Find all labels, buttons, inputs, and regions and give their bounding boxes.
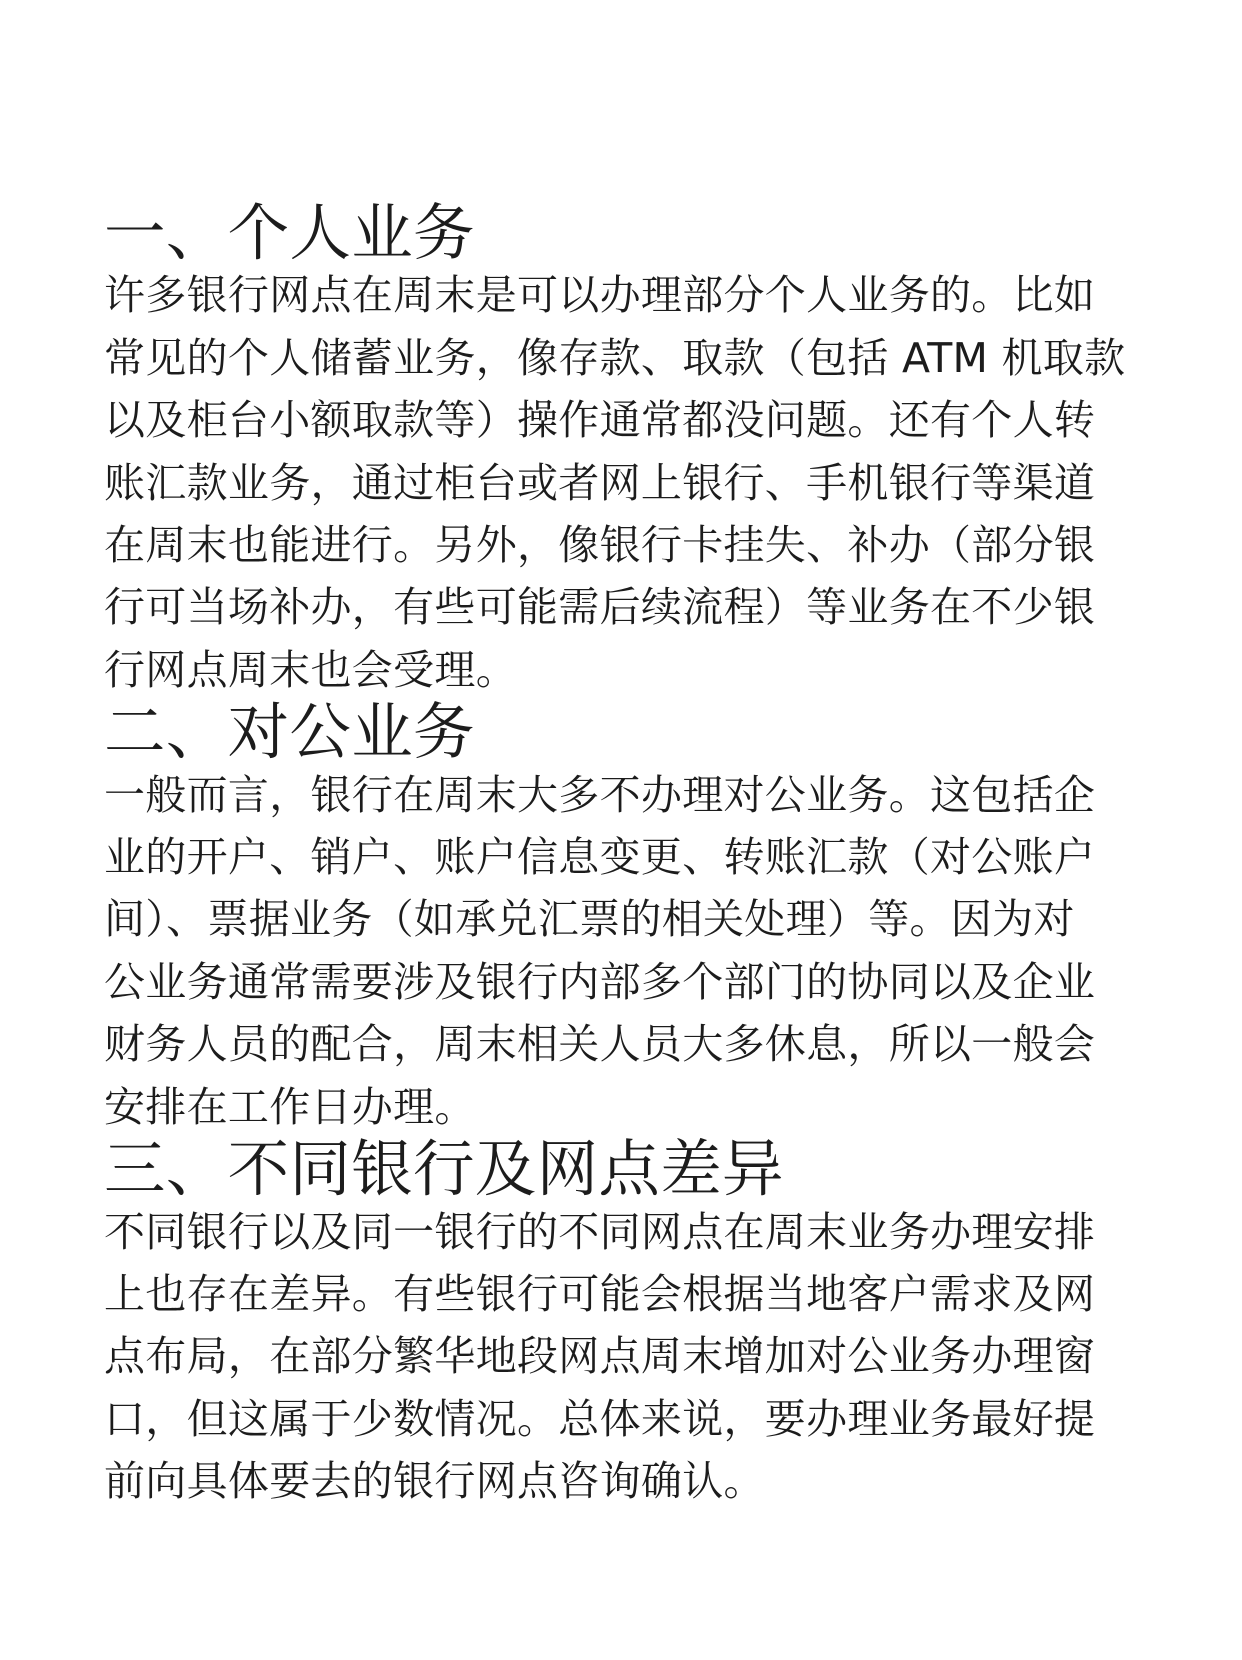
paragraph-line: 财务人员的配合，周末相关人员大多休息，所以一般会 — [104, 1020, 1096, 1069]
section-heading-personal: 一、个人业务 — [104, 197, 475, 269]
document-body — [104, 197, 1138, 1513]
paragraph-line: 间）、票据业务（如承兑汇票的相关处理）等。因为对 — [104, 895, 1075, 944]
section-paragraph-differences — [104, 1201, 1138, 1513]
section-paragraph-personal — [104, 264, 1138, 701]
paragraph-line: 账汇款业务，通过柜台或者网上银行、手机银行等渠道 — [104, 458, 1096, 507]
paragraph-line: 业的开户、销户、账户信息变更、转账汇款（对公账户 — [104, 833, 1096, 882]
paragraph-line: 一般而言，银行在周末大多不办理对公业务。这包括企 — [104, 770, 1096, 819]
paragraph-line: 点布局，在部分繁华地段网点周末增加对公业务办理窗 — [104, 1332, 1096, 1381]
paragraph-line: 在周末也能进行。另外，像银行卡挂失、补办（部分银 — [104, 521, 1096, 570]
paragraph-line: 安排在工作日办理。 — [104, 1082, 476, 1131]
paragraph-line: 常见的个人储蓄业务，像存款、取款（包括 ATM 机取款 — [104, 333, 1126, 382]
paragraph-line: 前向具体要去的银行网点咨询确认。 — [104, 1457, 765, 1506]
paragraph-line: 上也存在差异。有些银行可能会根据当地客户需求及网 — [104, 1269, 1096, 1318]
paragraph-line: 以及柜台小额取款等）操作通常都没问题。还有个人转 — [104, 396, 1096, 445]
section-paragraph-corporate — [104, 764, 1138, 1138]
section-heading-differences: 三、不同银行及网点差异 — [104, 1133, 784, 1206]
paragraph-line: 不同银行以及同一银行的不同网点在周末业务办理安排 — [104, 1207, 1096, 1256]
section-heading-corporate: 二、对公业务 — [104, 696, 475, 769]
paragraph-line: 许多银行网点在周末是可以办理部分个人业务的。比如 — [104, 271, 1096, 320]
paragraph-line: 公业务通常需要涉及银行内部多个部门的协同以及企业 — [104, 957, 1096, 1006]
paragraph-line: 行网点周末也会受理。 — [104, 645, 517, 694]
paragraph-line: 行可当场补办，有些可能需后续流程）等业务在不少银 — [104, 583, 1096, 632]
paragraph-line: 口，但这属于少数情况。总体来说，要办理业务最好提 — [104, 1394, 1096, 1443]
